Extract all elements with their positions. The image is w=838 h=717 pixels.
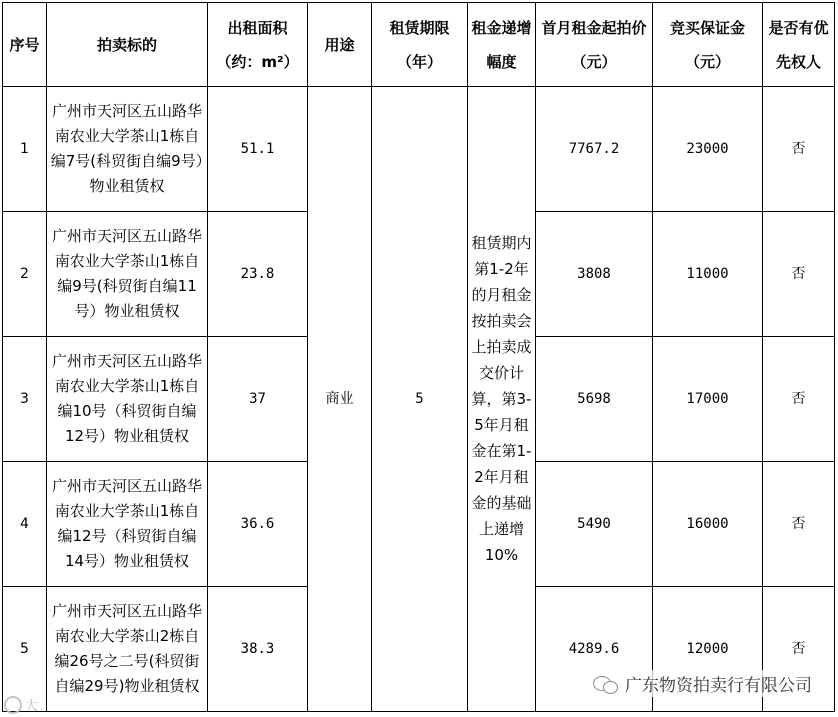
row-area: 23.8 [208, 212, 308, 337]
row-priority: 否 [763, 337, 835, 462]
wechat-icon [593, 674, 619, 694]
row-item-name: 广州市天河区五山路华南农业大学茶山2栋自编26号之二号(科贸街自编29号)物业租赁权 [47, 587, 208, 712]
corner-watermark [4, 695, 38, 714]
row-starting-price: 7767.2 [536, 87, 653, 212]
row-area: 37 [208, 337, 308, 462]
row-deposit: 12000 [653, 587, 763, 712]
header-lease-term: 租赁期限（年） [372, 3, 468, 87]
row-priority: 否 [763, 462, 835, 587]
row-no: 4 [3, 462, 47, 587]
row-priority: 否 [763, 87, 835, 212]
publisher-watermark [589, 670, 816, 697]
row-no: 2 [3, 212, 47, 337]
row-starting-price: 5698 [536, 337, 653, 462]
header-deposit: 竞买保证金（元） [653, 3, 763, 87]
row-area: 38.3 [208, 587, 308, 712]
row-deposit: 11000 [653, 212, 763, 337]
row-deposit: 17000 [653, 337, 763, 462]
row-no: 5 [3, 587, 47, 712]
header-row [3, 3, 835, 87]
header-no: 序号 [3, 3, 47, 87]
lease-term-cell: 5 [372, 87, 468, 712]
row-area: 51.1 [208, 87, 308, 212]
row-item-name: 广州市天河区五山路华南农业大学茶山1栋自编12号（科贸街自编14号）物业租赁权 [47, 462, 208, 587]
row-deposit: 23000 [653, 87, 763, 212]
row-item-name: 广州市天河区五山路华南农业大学茶山1栋自编9号(科贸街自编11号）物业租赁权 [47, 212, 208, 337]
usage-cell: 商业 [308, 87, 372, 712]
watermark-logo-icon [4, 696, 22, 714]
row-starting-price: 4289.6 [536, 587, 653, 712]
header-starting-price: 首月租金起拍价（元） [536, 3, 653, 87]
auction-table [2, 2, 835, 712]
row-starting-price: 5490 [536, 462, 653, 587]
header-priority: 是否有优先权人 [763, 3, 835, 87]
rent-increase-cell: 租赁期内第1-2年的月租金按拍卖会上拍卖成交价计算，第3-5年月租金在第1-2年月租金的基础上递增10% [468, 87, 536, 712]
row-item-name: 广州市天河区五山路华南农业大学茶山1栋自编7号(科贸街自编9号）物业租赁权 [47, 87, 208, 212]
row-no: 1 [3, 87, 47, 212]
row-deposit: 16000 [653, 462, 763, 587]
row-priority: 否 [763, 212, 835, 337]
header-rent-increase: 租金递增幅度 [468, 3, 536, 87]
table-row [3, 87, 835, 212]
row-priority: 否 [763, 587, 835, 712]
header-item: 拍卖标的 [47, 3, 208, 87]
header-area: 出租面积（约：m²） [208, 3, 308, 87]
row-starting-price: 3808 [536, 212, 653, 337]
header-usage: 用途 [308, 3, 372, 87]
row-area: 36.6 [208, 462, 308, 587]
row-no: 3 [3, 337, 47, 462]
row-item-name: 广州市天河区五山路华南农业大学茶山1栋自编10号（科贸街自编12号）物业租赁权 [47, 337, 208, 462]
publisher-name: 广东物资拍卖行有限公司 [625, 676, 812, 696]
corner-watermark-text: 大 [25, 699, 39, 714]
